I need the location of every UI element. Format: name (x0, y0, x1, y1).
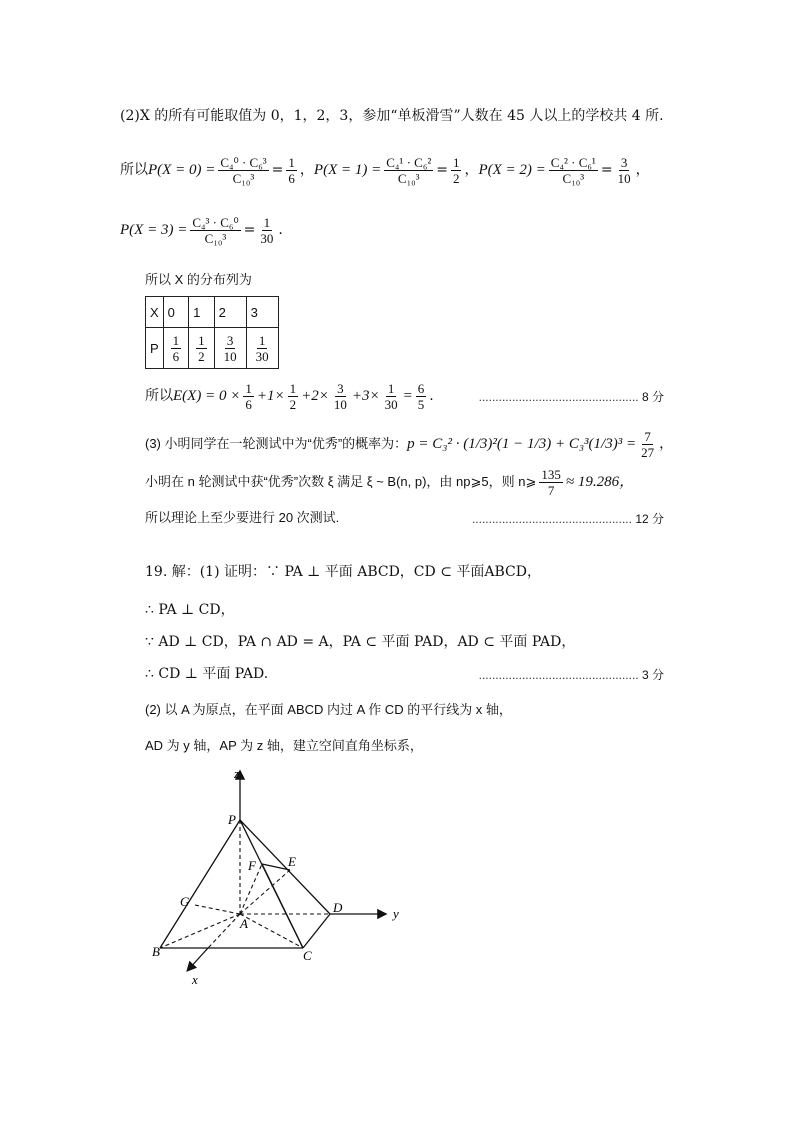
expect-lhs: E(X) = 0 × (173, 388, 241, 404)
table-p-value: $\frac{1}{30}$ (246, 328, 278, 369)
expect-result: $\frac{6}{5}$ (417, 380, 425, 412)
p1-lhs: P(X = 1) = (313, 162, 382, 178)
p3-value: $\frac{1}{30}$ (260, 214, 274, 246)
table-x-value: 2 (214, 297, 246, 328)
label-z: z (234, 766, 240, 781)
edge-A-x (208, 914, 240, 948)
table-p-value: $\frac{3}{10}$ (214, 328, 246, 369)
q19-line-5: (2) 以 A 为原点，在平面 ABCD 内过 A 作 CD 的平行线为 x 轴， (145, 702, 512, 717)
edge-AC (240, 914, 303, 948)
score-8: ................................................ 8 分 (478, 390, 664, 404)
q19-line-2: ∴ PA ⊥ CD， (145, 602, 235, 618)
pyramid-coordinate-figure (140, 760, 420, 990)
score-12: ................................................ 12 分 (471, 512, 664, 526)
label-D: D (333, 900, 343, 915)
label-G: G (180, 894, 190, 909)
p1-fraction: $\frac{\text{C₄¹ · C₆²}}{\text{C₁₀³}}$ (386, 154, 432, 186)
probability-line-2: P(X = 3) = $\frac{\text{C₄³ · C₆⁰}}{\text{C₁₀³}}$ = $\frac{1}{30}$ . (120, 214, 283, 246)
q19-line-3: ∵ AD ⊥ CD，PA ∩ AD = A，PA ⊂ 平面 PAD，AD ⊂ 平面 PAD， (145, 634, 576, 650)
distribution-table (145, 296, 279, 369)
table-x-value: 0 (163, 297, 189, 328)
label-F: F (248, 858, 256, 873)
score-3: ................................................ 3 分 (478, 668, 664, 682)
table-x-value: 3 (246, 297, 278, 328)
expectation-line: 所以 E(X) = 0 × $\frac{1}{6}$ + 1 × $\frac{1}{2}$ + 2 × $\frac{3}{10}$ + 3 × $\frac{1}{30}$ = $\frac{6}{5}$ . (145, 380, 434, 412)
label-E: E (288, 854, 296, 869)
label-y: y (393, 906, 399, 921)
label-P: P (228, 812, 236, 827)
p0-fraction: $\frac{\text{C₄⁰ · C₆³}}{\text{C₁₀³}}$ (220, 154, 267, 186)
p3-fraction: $\frac{\text{C₄³ · C₆⁰}}{\text{C₁₀³}}$ (192, 214, 239, 246)
part3-bound: $\frac{135}{7}$ (541, 466, 561, 498)
part3-line-3: 所以理论上至少要进行 20 次测试. (145, 510, 340, 525)
table-x-label: X (146, 297, 164, 328)
p0-value: $\frac{1}{6}$ (288, 154, 295, 186)
edge-PB (160, 820, 240, 948)
edge-CD (303, 914, 330, 948)
part3-result: $\frac{7}{27}$ (641, 428, 655, 460)
p3-lhs: P(X = 3) = (120, 222, 188, 238)
distribution-intro: 所以 X 的分布列为 (145, 272, 252, 287)
label-C: C (303, 948, 312, 963)
label-x: x (192, 972, 198, 987)
table-p-value: $\frac{1}{6}$ (163, 328, 189, 369)
table-p-value: $\frac{1}{2}$ (189, 328, 215, 369)
part3-line-1: (3) 小明同学在一轮测试中为“优秀”的概率为： p = C₃² · (1/3)²(1 − 1/3) + C₃³(1/3)³ = $\frac{7}{27}$ ， (145, 428, 674, 460)
q19-line-1: 19. 解：(1) 证明：∵ PA ⊥ 平面 ABCD，CD ⊂ 平面ABCD， (145, 564, 541, 580)
table-row-x (146, 297, 279, 328)
probability-line-1: 所以 P(X = 0) = $\frac{\text{C₄⁰ · C₆³}}{\text{C₁₀³}}$ = $\frac{1}{6}$ ， P(X = 1) = $\frac{\text{C₄¹ · C₆²}}{\text{C₁₀³}}$ = $\frac{1}{2}$ ， P(X = 2) = $\frac{\text{C₄² · C₆¹}}{\text{C₁₀³}}$ = $\frac{3}{10}$ ， (120, 154, 650, 186)
edge-AB (160, 914, 240, 948)
q19-line-6: AD 为 y 轴，AP 为 z 轴，建立空间直角坐标系， (145, 738, 423, 753)
p2-fraction: $\frac{\text{C₄² · C₆¹}}{\text{C₁₀³}}$ (550, 154, 596, 186)
x-axis (188, 948, 208, 970)
p1-value: $\frac{1}{2}$ (452, 154, 460, 186)
p2-lhs: P(X = 2) = (478, 162, 546, 178)
table-row-p (146, 328, 279, 369)
p0-lhs: P(X = 0) = (148, 162, 216, 178)
table-x-value: 1 (189, 297, 215, 328)
label-B: B (152, 944, 160, 959)
p2-value: $\frac{3}{10}$ (617, 154, 631, 186)
label-A: A (240, 916, 248, 931)
q19-line-4: ∴ CD ⊥ 平面 PAD. (145, 666, 269, 682)
part3-line-2: 小明在 n 轮测试中获“优秀”次数 ξ 满足 ξ ~ B(n, p)，由 np⩾5，则 n⩾ $\frac{135}{7}$ ≈ 19.286， (145, 466, 635, 498)
expect-prefix: 所以 (145, 388, 173, 404)
edge-GA (195, 905, 240, 914)
table-p-label: P (146, 328, 164, 369)
part2-intro: (2)X 的所有可能取值为 0，1，2，3，参加“单板滑雪”人数在 45 人以上的学校共 4 所. (120, 108, 664, 124)
prob-prefix: 所以 (120, 162, 148, 178)
